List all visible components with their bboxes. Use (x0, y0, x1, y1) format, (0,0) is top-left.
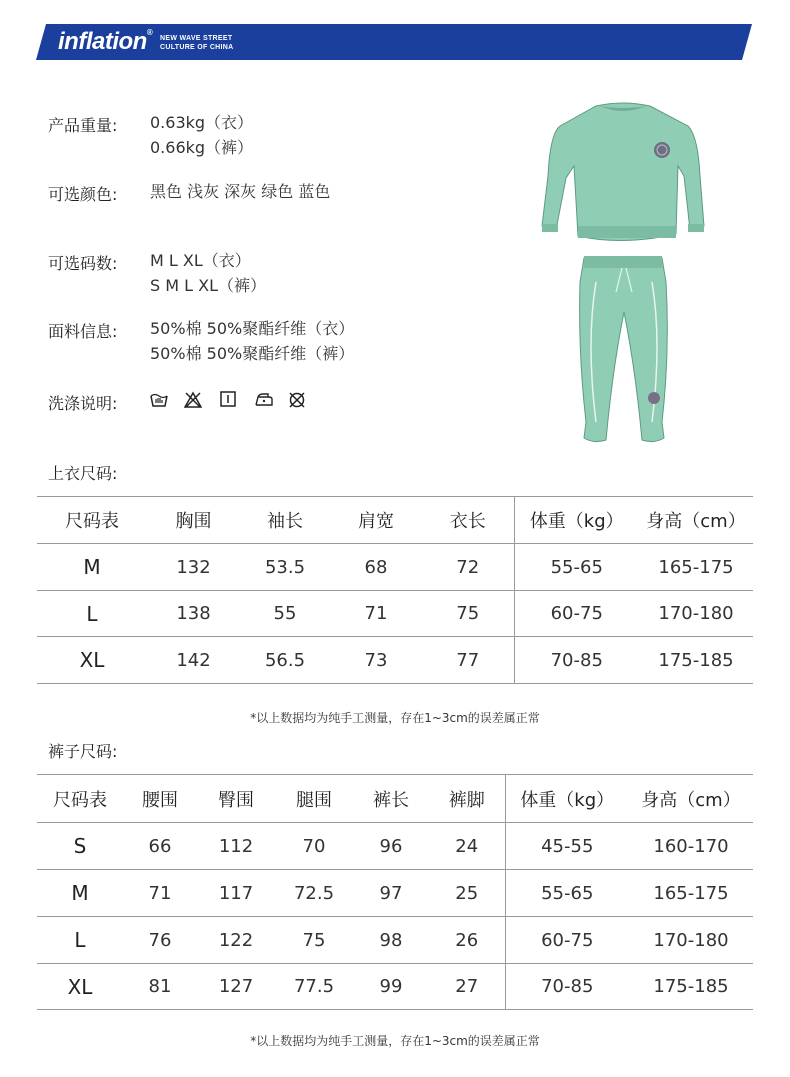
weight-value (150, 110, 253, 160)
sweatshirt-image (538, 96, 708, 246)
brand-logo: inflation® (58, 28, 153, 55)
sweatpants-image (566, 252, 682, 448)
table-cell: 77 (456, 649, 480, 671)
size-cell: M (83, 555, 101, 579)
tagline-line-2: CULTURE OF CHINA (160, 44, 234, 51)
tagline-line-1: NEW WAVE STREET (160, 35, 233, 42)
table-cell: 160-170 (653, 835, 729, 857)
table-cell: 25 (455, 882, 479, 904)
table-header-row (37, 775, 753, 823)
table-cell: 70-85 (505, 964, 629, 1010)
brand-banner (36, 24, 752, 60)
table-cell: 45-55 (505, 823, 629, 870)
header-cell: 腰围 (142, 789, 178, 811)
sizes-value (150, 248, 266, 298)
table-cell: 76 (148, 929, 172, 951)
table-cell: 71 (364, 603, 388, 624)
table-cell: 55 (273, 603, 297, 624)
fabric-label: 面料信息: (48, 322, 118, 341)
table-cell: 60-75 (505, 917, 629, 964)
no-bleach-icon (184, 391, 202, 409)
table-row (37, 591, 753, 637)
table-row (37, 637, 753, 684)
fabric-pants: 50%棉 50%聚酯纤维（裤） (150, 344, 355, 363)
fabric-value (150, 316, 354, 366)
table-cell: 70 (302, 835, 326, 857)
table-cell: 26 (455, 929, 479, 951)
header-cell: 尺码表 (65, 511, 119, 532)
header-cell: 腿围 (296, 789, 332, 811)
header-cell: 裤脚 (448, 789, 485, 811)
sizes-top: M L XL（衣） (150, 251, 251, 270)
table-cell: 138 (176, 603, 211, 624)
table-cell: 77.5 (293, 976, 335, 997)
size-cell: L (74, 928, 86, 952)
table-cell: 122 (218, 929, 254, 951)
table-cell: 75 (456, 603, 480, 624)
pants-size-table (37, 774, 753, 1010)
table-row (37, 917, 753, 964)
header-cell: 臀围 (218, 789, 254, 811)
table-cell: 127 (218, 976, 254, 997)
no-dry-clean-icon (288, 391, 306, 409)
header-cell: 肩宽 (358, 511, 394, 532)
table-cell: 98 (379, 929, 403, 951)
table-cell: 55-65 (514, 544, 639, 591)
size-cell: XL (79, 648, 105, 672)
weight-label: 产品重量: (48, 116, 118, 135)
iron-low-icon (254, 391, 274, 407)
fabric-top: 50%棉 50%聚酯纤维（衣） (150, 319, 355, 338)
table-cell: 175-185 (658, 649, 734, 671)
table-cell: 112 (218, 835, 254, 857)
size-cell: XL (67, 974, 93, 999)
table-cell: 24 (455, 835, 479, 857)
table-cell: 165-175 (658, 556, 734, 578)
weight-pants: 0.66kg（裤） (150, 138, 254, 157)
table-cell: 170-180 (653, 929, 729, 951)
header-cell: 衣长 (449, 511, 486, 532)
header-cell: 尺码表 (53, 789, 107, 811)
header-cell: 身高（cm） (641, 789, 741, 811)
hand-wash-icon (150, 391, 168, 409)
table-cell: 66 (148, 835, 172, 857)
pants-size-title: 裤子尺码: (48, 742, 118, 761)
size-cell: S (73, 834, 87, 858)
table-cell: 142 (176, 649, 211, 671)
top-table-note: *以上数据均为纯手工测量，存在1~3cm的误差属正常 (250, 711, 540, 725)
table-cell: 27 (455, 976, 479, 997)
table-cell: 165-175 (653, 882, 729, 904)
table-cell: 56.5 (264, 649, 306, 671)
brand-tagline (160, 34, 234, 52)
header-cell: 袖长 (267, 511, 303, 532)
table-cell: 71 (148, 882, 172, 904)
table-row (37, 870, 753, 917)
top-size-title: 上衣尺码: (48, 464, 118, 483)
table-cell: 96 (379, 835, 403, 857)
table-cell: 81 (148, 976, 172, 997)
sizes-label: 可选码数: (48, 254, 118, 273)
table-cell: 53.5 (264, 556, 306, 578)
wash-label: 洗涤说明: (48, 394, 118, 413)
tumble-dry-icon (220, 391, 236, 407)
table-header-row (37, 497, 753, 544)
table-cell: 60-75 (514, 591, 639, 637)
table-cell: 175-185 (653, 976, 729, 997)
table-cell: 68 (364, 556, 388, 578)
table-cell: 97 (379, 882, 403, 904)
pants-table-note: *以上数据均为纯手工测量，存在1~3cm的误差属正常 (250, 1034, 540, 1048)
table-cell: 70-85 (514, 637, 639, 684)
header-cell: 体重（kg） (514, 497, 639, 544)
header-cell: 体重（kg） (505, 775, 629, 823)
table-cell: 72 (456, 556, 480, 578)
table-cell: 73 (364, 649, 388, 671)
top-size-table (37, 496, 753, 684)
table-cell: 72.5 (293, 882, 335, 904)
weight-top: 0.63kg（衣） (150, 113, 254, 132)
table-cell: 170-180 (658, 603, 734, 624)
header-cell: 身高（cm） (646, 511, 746, 532)
header-cell: 胸围 (175, 511, 212, 532)
table-row (37, 964, 753, 1010)
colors-value: 黑色 浅灰 深灰 绿色 蓝色 (150, 182, 331, 201)
header-cell: 裤长 (373, 789, 409, 811)
table-cell: 132 (176, 556, 211, 578)
table-row (37, 823, 753, 870)
sizes-pants: S M L XL（裤） (150, 276, 267, 295)
table-row (37, 544, 753, 591)
table-cell: 55-65 (505, 870, 629, 917)
size-cell: L (86, 601, 98, 626)
table-cell: 75 (302, 929, 326, 951)
table-cell: 99 (379, 976, 403, 997)
colors-label: 可选颜色: (48, 185, 118, 204)
table-cell: 117 (218, 882, 254, 904)
size-cell: M (71, 881, 89, 905)
